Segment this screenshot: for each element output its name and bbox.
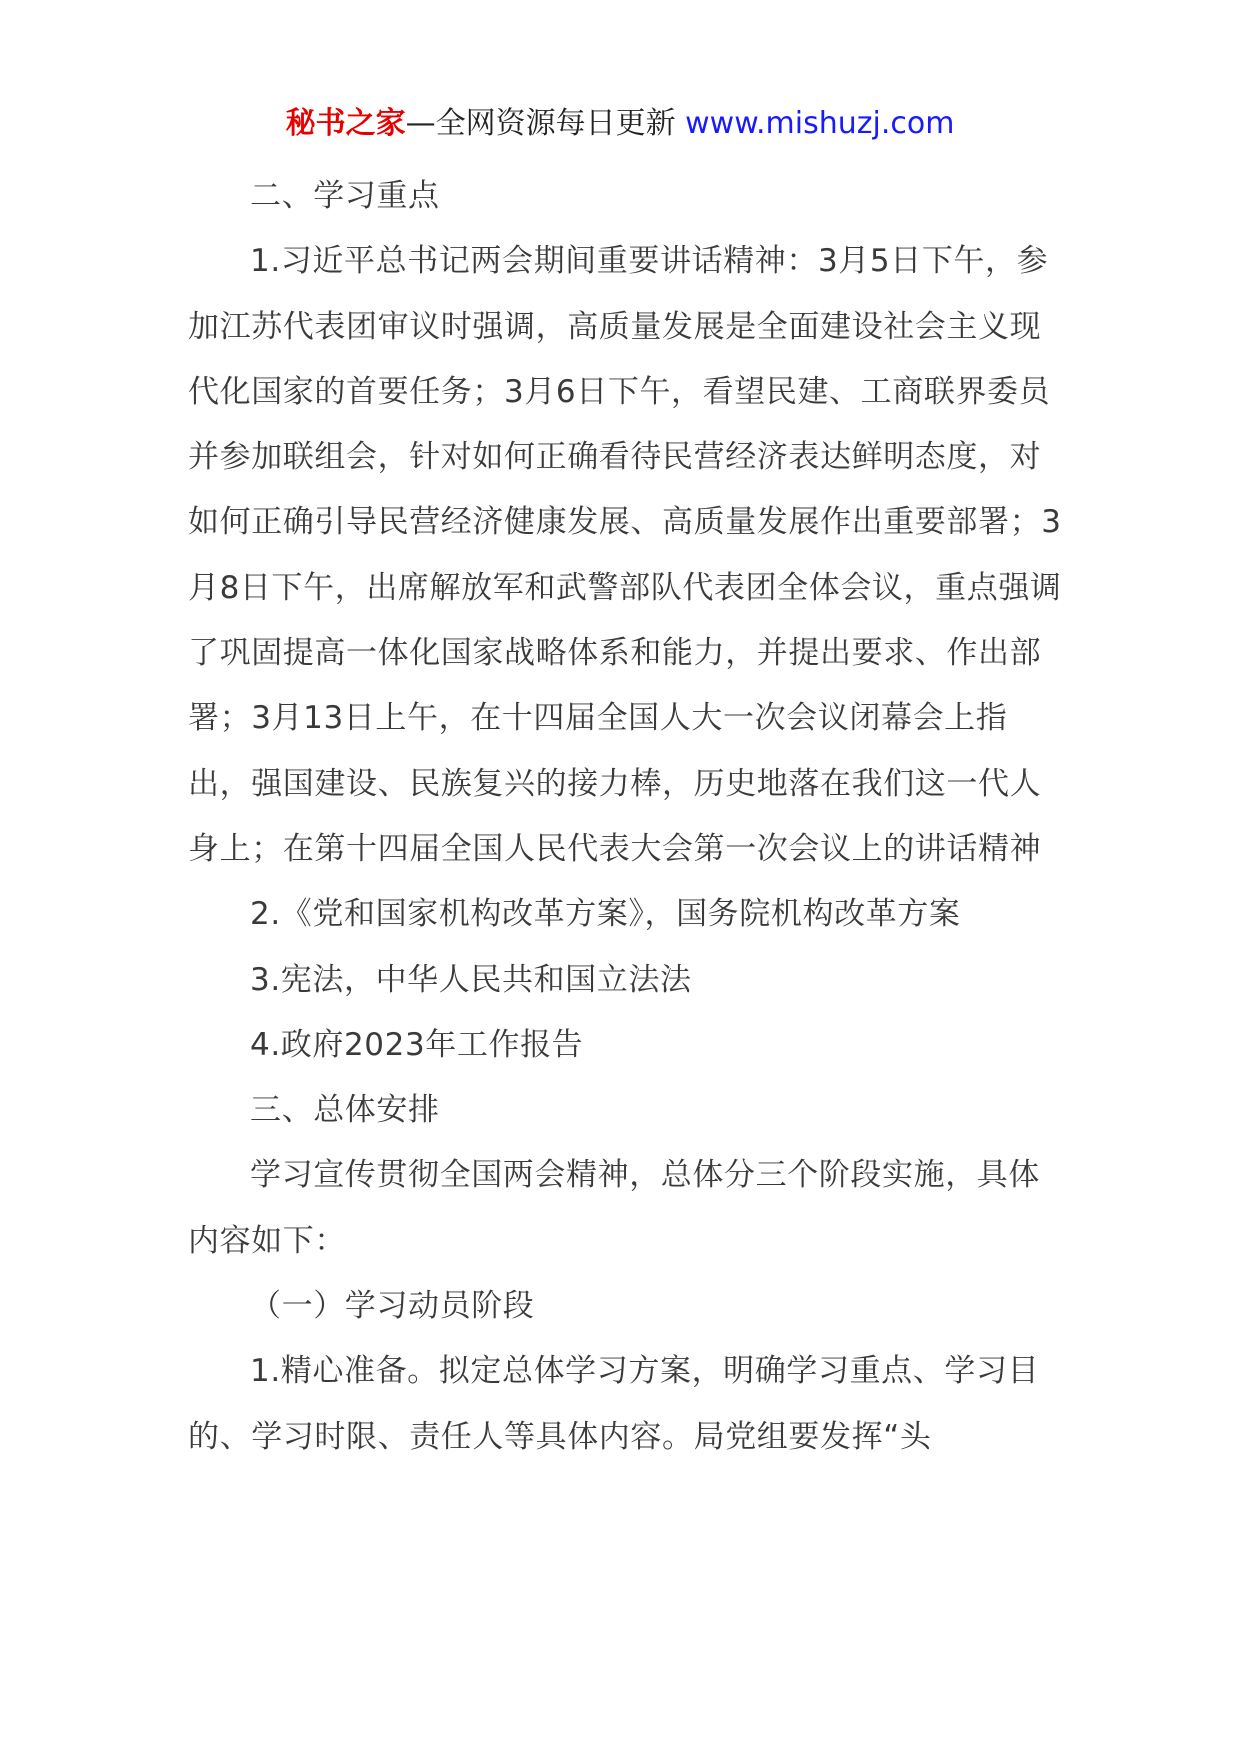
paragraph-reform-plan: 2.《党和国家机构改革方案》，国务院机构改革方案	[250, 896, 961, 933]
paragraph-speech-spirit: 1.习近平总书记两会期间重要讲话精神：3月5日下午，参加江苏代表团审议时强调，高质量发展是全面建设社会主义现代化国家的首要任务；3月6日下午，看望民建、工商联界委员并参加联组会，针对如何正确看待民营经济表达鲜明态度，对如何正确引导民营经济健康发展、高质量发展作出重要部署；3月8日下午，出席解放军和武警部队代表团全体会议，重点强调了巩固提高一体化国家战略体系和能力，并提出要求、作出部署；3月13日上午，在十四届全国人大一次会议闭幕会上指出，强国建设、民族复兴的接力棒，历史地落在我们这一代人身上；在第十四届全国人民代表大会第一次会议上的讲话精神	[188, 243, 1062, 867]
subheading-mobilization-stage: （一）学习动员阶段	[250, 1288, 535, 1325]
paragraph-three-stages: 学习宣传贯彻全国两会精神，总体分三个阶段实施，具体内容如下：	[188, 1157, 1040, 1259]
site-url: www.mishuzj.com	[685, 106, 955, 141]
header-tagline: —全网资源每日更新	[405, 106, 686, 141]
paragraph-work-report: 4.政府2023年工作报告	[250, 1026, 584, 1063]
paragraph-constitution: 3.宪法，中华人民共和国立法法	[250, 961, 692, 998]
brand-name: 秘书之家	[285, 106, 406, 141]
section-heading-overall-arrangement: 三、总体安排	[250, 1092, 440, 1129]
section-heading-study-focus: 二、学习重点	[250, 178, 440, 214]
document-body	[188, 164, 1068, 1470]
site-watermark-header	[0, 104, 1240, 144]
paragraph-preparation: 1.精心准备。拟定总体学习方案，明确学习重点、学习目的、学习时限、责任人等具体内容。局党组要发挥“头	[188, 1353, 1040, 1455]
